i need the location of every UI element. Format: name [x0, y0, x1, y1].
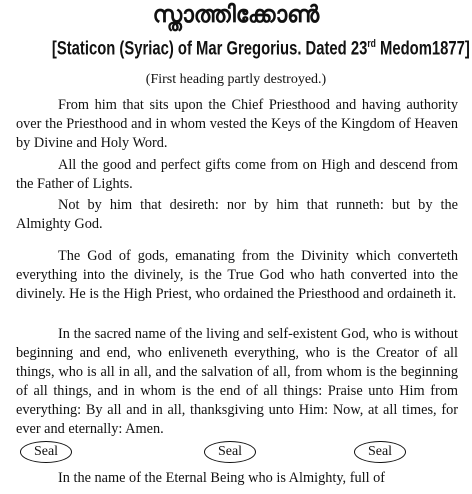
paragraph-5: In the sacred name of the living and self-existent God, who is without beginning and end, who enliveneth everything, who is the Creator of all things, who is all in all, and the salvation of all, from whom is the beginning of all things, and in whom is the end of all things: Praise unto Him from everything: By all and in all, thanksgiving unto Him: Now, at all times, for ever and eternally: Amen. — [16, 326, 458, 437]
seal-right: Seal — [354, 441, 406, 463]
paragraph-3: Not by him that desireth: nor by him that runneth: but by the Almighty God. — [16, 197, 458, 232]
paragraph-6: In the name of the Eternal Being who is Almighty, full of — [58, 470, 386, 486]
malayalam-title: സ്താത്തിക്കോൺ — [152, 2, 320, 28]
paragraph-2: All the good and perfect gifts come from on High and descend from the Father of Lights. — [16, 157, 458, 192]
seal-center: Seal — [204, 441, 256, 463]
document-subtitle — [51, 38, 470, 60]
subtitle-main: [Staticon (Syriac) of Mar Gregorius. Dated 23 — [51, 38, 368, 60]
paragraph-4: The God of gods, emanating from the Divinity which converteth everything into the divinely, is the True God who hath converted into the divinely. He is the High Priest, who ordained the Priesthood and ordaineth it. — [16, 248, 458, 302]
heading-note: (First heading partly destroyed.) — [145, 72, 327, 87]
paragraph-1: From him that sits upon the Chief Priesthood and having authority over the Priesthood and in whom vested the Keys of the Kingdom of Heaven by Divine and Holy Word. — [16, 97, 458, 151]
subtitle-end: Medom1877] — [375, 38, 470, 60]
subtitle-ordinal: rd — [367, 38, 376, 50]
seal-left: Seal — [20, 441, 72, 463]
